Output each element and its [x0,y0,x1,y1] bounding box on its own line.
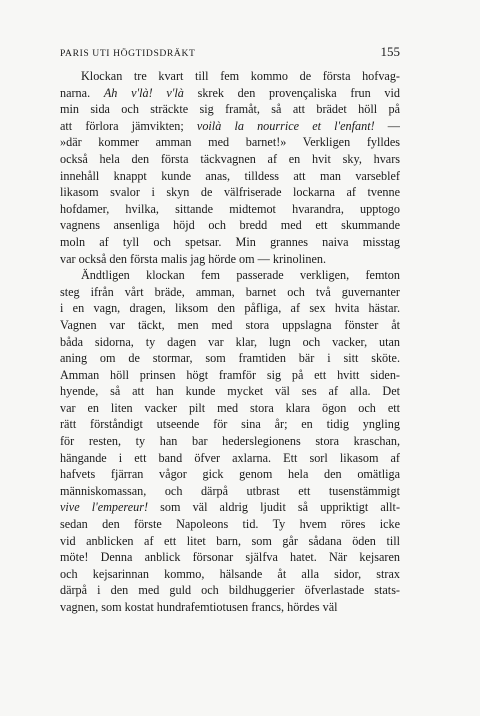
text-run: hafvets fjärran vågor gick genom hela den omätliga [60,467,400,482]
text-run: båda sidorna, ty dagen var klar, lugn och vacker, utan [60,334,400,349]
italic-phrase: Ah v'là! v'là [103,85,184,100]
text-line [60,367,400,384]
text-line [60,549,400,566]
text-run: sedan den förste Napoleons tid. Ty hvem röres icke [60,517,400,532]
text-run: möte! Denna anblick försonar själfva hatet. När kejsaren [60,550,400,565]
text-run: likasom svalor i skyn de välfriserade lockarna af tvenne [60,185,400,200]
text-line [60,433,400,450]
text-line [60,466,400,483]
text-line [60,234,400,251]
text-line [60,118,400,135]
body-text [60,68,400,616]
text-line [60,566,400,583]
text-run: vagnen, som kostat hundrafemtiotusen francs, hördes väl [60,600,338,614]
text-line [60,151,400,168]
text-line [60,350,400,367]
text-line [60,201,400,218]
text-run: för resten, ty han bar hederslegionens stora kraschan, [60,434,400,449]
page-header [60,44,400,60]
text-run: moln af tyll och spetsar. Min grannes naiva misstag [60,234,400,249]
text-run: också hela den första täckvagnen af en hvit sky, hvars [60,151,400,166]
text-line [60,450,400,467]
text-run: »där kommer amman med barnet!» Verkligen fylldes [60,135,400,150]
text-run: narna. [60,85,104,100]
text-run: innehåll knappt kunde anas, tilldess att man varseblef [60,168,400,183]
text-run: därpå i den med guld och bildhuggerier öfverlastade stats- [60,583,400,598]
text-run: hängande i ett band öfver axlarna. Ett sorl likasom af [60,450,400,465]
text-run: hyende, så att han kunde mycket väl ses af alla. Det [60,384,400,399]
text-line [60,184,400,201]
text-run: Ändtligen klockan fem passerade verkligen, femton [81,268,400,283]
text-line [60,134,400,151]
text-line [60,533,400,550]
text-line [60,168,400,185]
text-run: var också den första malis jag hörde om — krinolinen. [60,251,327,266]
text-run: — [374,118,400,133]
text-line [60,516,400,533]
text-line [60,383,400,400]
text-line [60,85,400,102]
text-run: Klockan tre kvart till fem kommo de första hofvag- [81,69,400,83]
text-line [60,599,400,616]
text-line [60,334,400,351]
italic-phrase: vive l'empereur! [60,500,149,515]
text-line [60,251,400,268]
text-run: min sida och sträckte sig framåt, så att brädet höll på [60,102,400,117]
text-run: människomassan, och därpå utbrast ett tusenstämmigt [60,483,400,498]
text-line [60,68,400,85]
text-line [60,267,400,284]
text-run: som väl aldrig ljudit så uppriktigt allt- [148,500,400,515]
text-run: skrek den provençaliska frun vid [183,85,400,100]
running-head: PARIS UTI HÖGTIDSDRÄKT [60,48,196,59]
text-line [60,582,400,599]
text-run: Amman höll prinsen högt framför sig på ett hvitt siden- [60,367,400,382]
text-run: rätt förståndigt utseende för sina år; en tidig yngling [60,417,400,432]
text-run: i en vagn, dragen, liksom den påfliga, af sex hvita hästar. [60,301,400,316]
italic-phrase: voilà la nourrice et l'enfant! [196,118,375,133]
text-run: aning om de stormar, som framtiden bär i sitt sköte. [60,351,400,366]
text-run: hofdamer, hvilka, sittande midtemot hvarandra, upptogo [60,201,400,216]
text-run: att förlora jämvikten; [60,118,197,133]
text-line [60,217,400,234]
text-line [60,300,400,317]
text-line [60,101,400,118]
text-line [60,483,400,500]
text-run: Vagnen var täckt, men med stora uppslagna fönster åt [60,317,400,332]
text-line [60,284,400,301]
text-run: steg ifrån vårt bräde, amman, barnet och två guvernanter [60,284,400,299]
text-run: vagnens ansenliga höjd och bredd med ett skummande [60,218,400,233]
text-line [60,400,400,417]
page-number: 155 [380,44,400,59]
text-run: var en liten vacker pilt med stora klara ögon och ett [60,400,400,415]
text-line [60,499,400,516]
text-run: och kejsarinnan kommo, hälsande åt alla sidor, strax [60,566,400,581]
text-line [60,317,400,334]
text-run: vid anblicken af ett litet barn, som går sådana öden till [60,533,400,548]
text-line [60,416,400,433]
